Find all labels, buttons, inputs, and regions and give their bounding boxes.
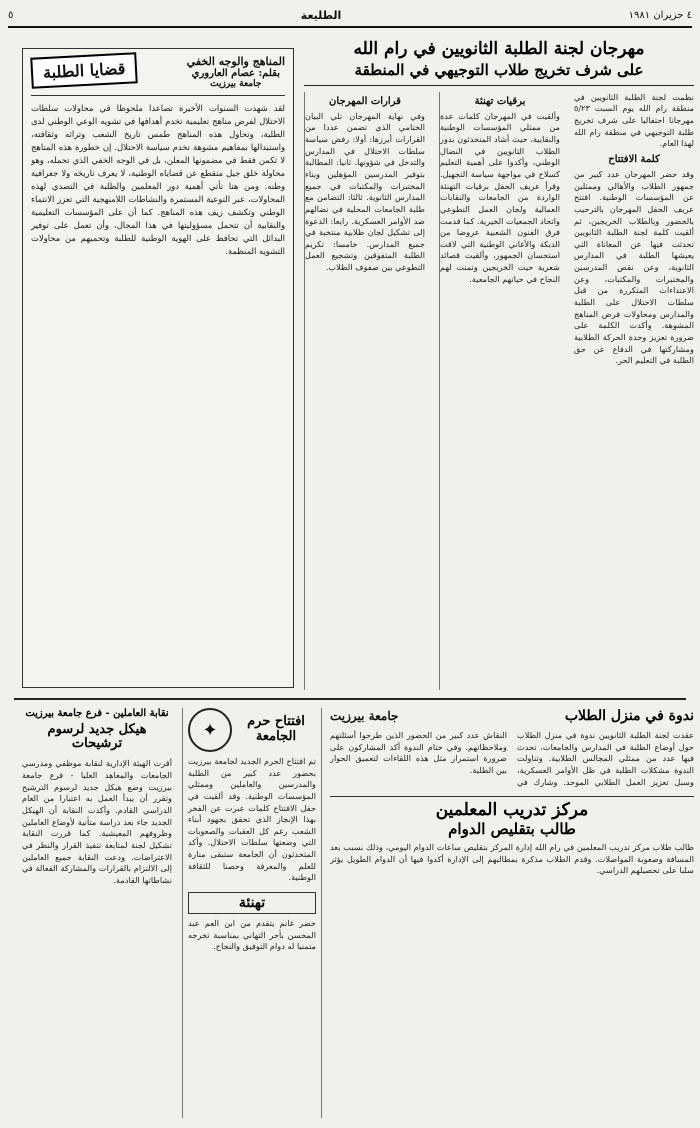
university-emblem-icon: ✦ (188, 708, 232, 752)
issue-date: ٤ حزيران ١٩٨١ (628, 9, 692, 21)
column-label: قضايا الطلبة (30, 52, 138, 89)
training-headline: مركز تدريب المعلمين (435, 800, 589, 821)
training-body: طالب طلاب مركز تدريب المعلمين في رام الله إدارة المركز بتقليص ساعات الدوام اليومي، وذلك بسبب بعد المسافة وصعوبة المواصلات. وقدم الطلاب مذكرة بمطالبهم إلى الإدارة أكدوا فيها أن الدوام الطويل يؤثر سلبا على تحصيلهم الدراسي. (330, 842, 694, 876)
main-article-columns (304, 92, 694, 690)
main-col-3 (304, 92, 431, 690)
seminar-header (330, 708, 694, 724)
column-byline-block (187, 55, 285, 89)
campus-body: تم افتتاح الحرم الجديد لجامعة بيرزيت بحضور عدد كبير من الطلبة والمدرسين والعاملين وممثلي المؤسسات الوطنية. وقد ألقيت في حفل الافتتاح كلمات عبرت عن الفخر بهذا الإنجاز الذي تحقق بجهود أبناء الشعب رغم كل العقبات والصعوبات التي وضعتها سلطات الاحتلال. وأكد المتحدثون أن الجامعة ستبقى منارة للعلم والمعرفة وحصنا للثقافة الوطنية. (188, 756, 316, 883)
seminar-article (330, 708, 694, 1118)
column-affiliation: جامعة بيرزيت (210, 79, 262, 89)
subhead-speech: كلمة الافتتاح (608, 154, 660, 165)
section-divider (14, 698, 686, 700)
main-headline-line1: مهرجان لجنة الطلبة الثانويين في رام الله (353, 40, 645, 59)
union-subheadline: هيكل جديد لرسوم ترشيحات (47, 721, 147, 752)
main-body-col2: وألقيت في المهرجان كلمات عدة من ممثلي المؤسسات الوطنية والنقابية، حيث أشاد المتحدثون بدور الطلاب الثانويين في النضال الوطني، وأكدوا على أهمية التعليم كسلاح في مواجهة سياسة التجهيل. وقرأ عريف الحفل برقيات التهنئة الواردة من الجامعات والنقابات العمالية ولجان العمل التطوعي واتحاد الجمعيات الخيرية. كما قدمت فرق الفنون الشعبية عروضا من الدبكة والأغاني الوطنية التي لاقت استحسان الجمهور، وألقيت قصائد شعرية حيت الخريجين وتمنت لهم النجاح في حياتهم الجامعية. (440, 110, 560, 284)
campus-article (182, 708, 322, 1118)
page-header (8, 4, 692, 28)
page-number: ٥ (8, 9, 14, 21)
subhead-decisions: قرارات المهرجان (329, 95, 401, 107)
main-intro: نظمت لجنة الطلبة الثانويين في منطقة رام الله يوم السبت ٥/٢٣ مهرجانا احتفاليا على شرف تخريج طلبة التوجيهي في منطقة رام الله لهذا العام. (574, 91, 694, 149)
union-headline: نقابة العاملين - فرع جامعة بيرزيت (25, 708, 169, 719)
subhead-greetings: برقيات تهنئة (474, 95, 526, 107)
union-article (22, 708, 172, 1118)
seminar-headline: ندوة في منزل الطلاب (564, 708, 694, 724)
campus-header (188, 708, 316, 752)
column-body: لقد شهدت السنوات الأخيرة تصاعدا ملحوظا في محاولات سلطات الاحتلال لفرض مناهج تعليمية تخدم أهدافها في تشويه الوعي الوطني لدى الطلبة، وتحاول هذه المناهج طمس تاريخ الشعب وتراثه وثقافته، واستبدالها بمفاهيم مشوهة تخدم سياسة الاحتلال. إن خطورة هذه المناهج لا تكمن فقط في مضمونها المعلن، بل في الوجه الخفي الذي تحمله، وهو محاولة خلق جيل منقطع عن قضاياه الوطنية، لا يعرف تاريخه ولا جغرافية وطنه. ومن هنا تأتي أهمية دور المعلمين والطلبة في التصدي لهذه المحاولات، عبر التوعية المستمرة والنشاطات اللامنهجية التي تعزز الانتماء الوطني وتكشف زيف هذه المناهج. كما أن على المؤسسات التعليمية والنقابية أن تتحمل مسؤوليتها في هذا المجال، وأن تعمل على توفير البدائل التي تحافظ على الهوية الوطنية للطلبة وتحميهم من محاولات التشويه المنظمة. (31, 103, 285, 257)
training-subheadline: طالب بتقليص الدوام (448, 819, 576, 838)
seminar-body: عقدت لجنة الطلبة الثانويين ندوة في منزل الطلاب حول أوضاع الطلبة في المدارس والجامعات، تحدث فيها عدد من ممثلي المجالس الطلابية. وتناولت الندوة مشكلات الطلبة في ظل الأوامر العسكرية، وسبل تعزيز العمل الطلابي الموحد. وشارك في النقاش عدد كبير من الحضور الذين طرحوا أسئلتهم وملاحظاتهم. وفي ختام الندوة أكد المشاركون على ضرورة استمرار مثل هذه اللقاءات لتعميق الحوار بين الطلبة. (330, 730, 694, 787)
main-headline-line2: على شرف تخريج طلاب التوجيهي في المنطقة (354, 60, 644, 79)
main-body-col1: وقد حضر المهرجان عدد كبير من جمهور الطلاب والأهالي وممثلين عن المؤسسات الوطنية. افتتح عريف الحفل المهرجان بالترحيب بالحضور وبالطلاب الخريجين، ثم ألقيت كلمة لجنة الطلبة الثانويين تحدثت فيها عن المعاناة التي يعيشها الطلبة في المدارس الثانوية، وعن نقص المدرسين والمختبرات والمكتبات، وعن الاعتداءات المتكررة من قبل سلطات الاحتلال على الطلبة والمدارس ومحاولات فرض المناهج المشوهة. وأكدت الكلمة على ضرورة تعزيز وحدة الحركة الطلابية ومشاركتها في الدفاع عن حق الطلبة في التعليم الحر. (574, 169, 694, 366)
column-byline: بقلم: عصام العاروري (191, 68, 280, 79)
campus-headline: افتتاح حرم الجامعة (247, 714, 305, 744)
main-col-2 (439, 92, 566, 690)
main-article (304, 40, 694, 690)
greeting-body: خضر غانم يتقدم من ابن العم عبد المحسن بأحر التهاني بمناسبة تخرجه متمنيا له دوام التوفيق والنجاح. (188, 918, 316, 952)
column-title: المناهج والوجه الخفي (186, 55, 285, 68)
publication-name: الطليعة (300, 8, 342, 22)
main-body-col3: وفي نهاية المهرجان تلي البيان الختامي الذي تضمن عددا من القرارات أبرزها: أولا: رفض سياسة سلطات الاحتلال في المدارس والتدخل في شؤونها. ثانيا: المطالبة بتوفير المدرسين المؤهلين وبناء المختبرات والمكتبات في جميع المدارس الثانوية. ثالثا: التضامن مع طلبة الجامعات المحلية في نضالهم ضد الأوامر العسكرية. رابعا: الدعوة إلى تشكيل لجان طلابية منتخبة في جميع المدارس. خامسا: تكريم الطلبة المتفوقين وتشجيع العمل التطوعي بين صفوف الطلاب. (305, 110, 425, 273)
greeting-title: تهنئة (188, 892, 316, 914)
main-col-1 (574, 92, 694, 690)
seminar-org: جامعة بيرزيت (330, 709, 399, 724)
column-header (31, 55, 285, 89)
union-body: أقرت الهيئة الإدارية لنقابة موظفي ومدرسي الجامعات والمعاهد العليا - فرع جامعة بيرزيت وضع هيكل جديد لرسوم الترشيح وتقرر أن يبدأ العمل به اعتبارا من العام الدراسي القادم. وأكدت النقابة أن الهيكل الجديد جاء بعد دراسة متأنية لأوضاع العاملين وظروفهم المعيشية. كما قررت النقابة تشكيل لجنة لمتابعة تنفيذ القرار والنظر في الاعتراضات. ودعت النقابة جميع العاملين إلى الالتزام بالقرارات والمشاركة الفعالة في نشاطاتها القادمة. (22, 758, 172, 885)
column-piece (22, 48, 294, 688)
